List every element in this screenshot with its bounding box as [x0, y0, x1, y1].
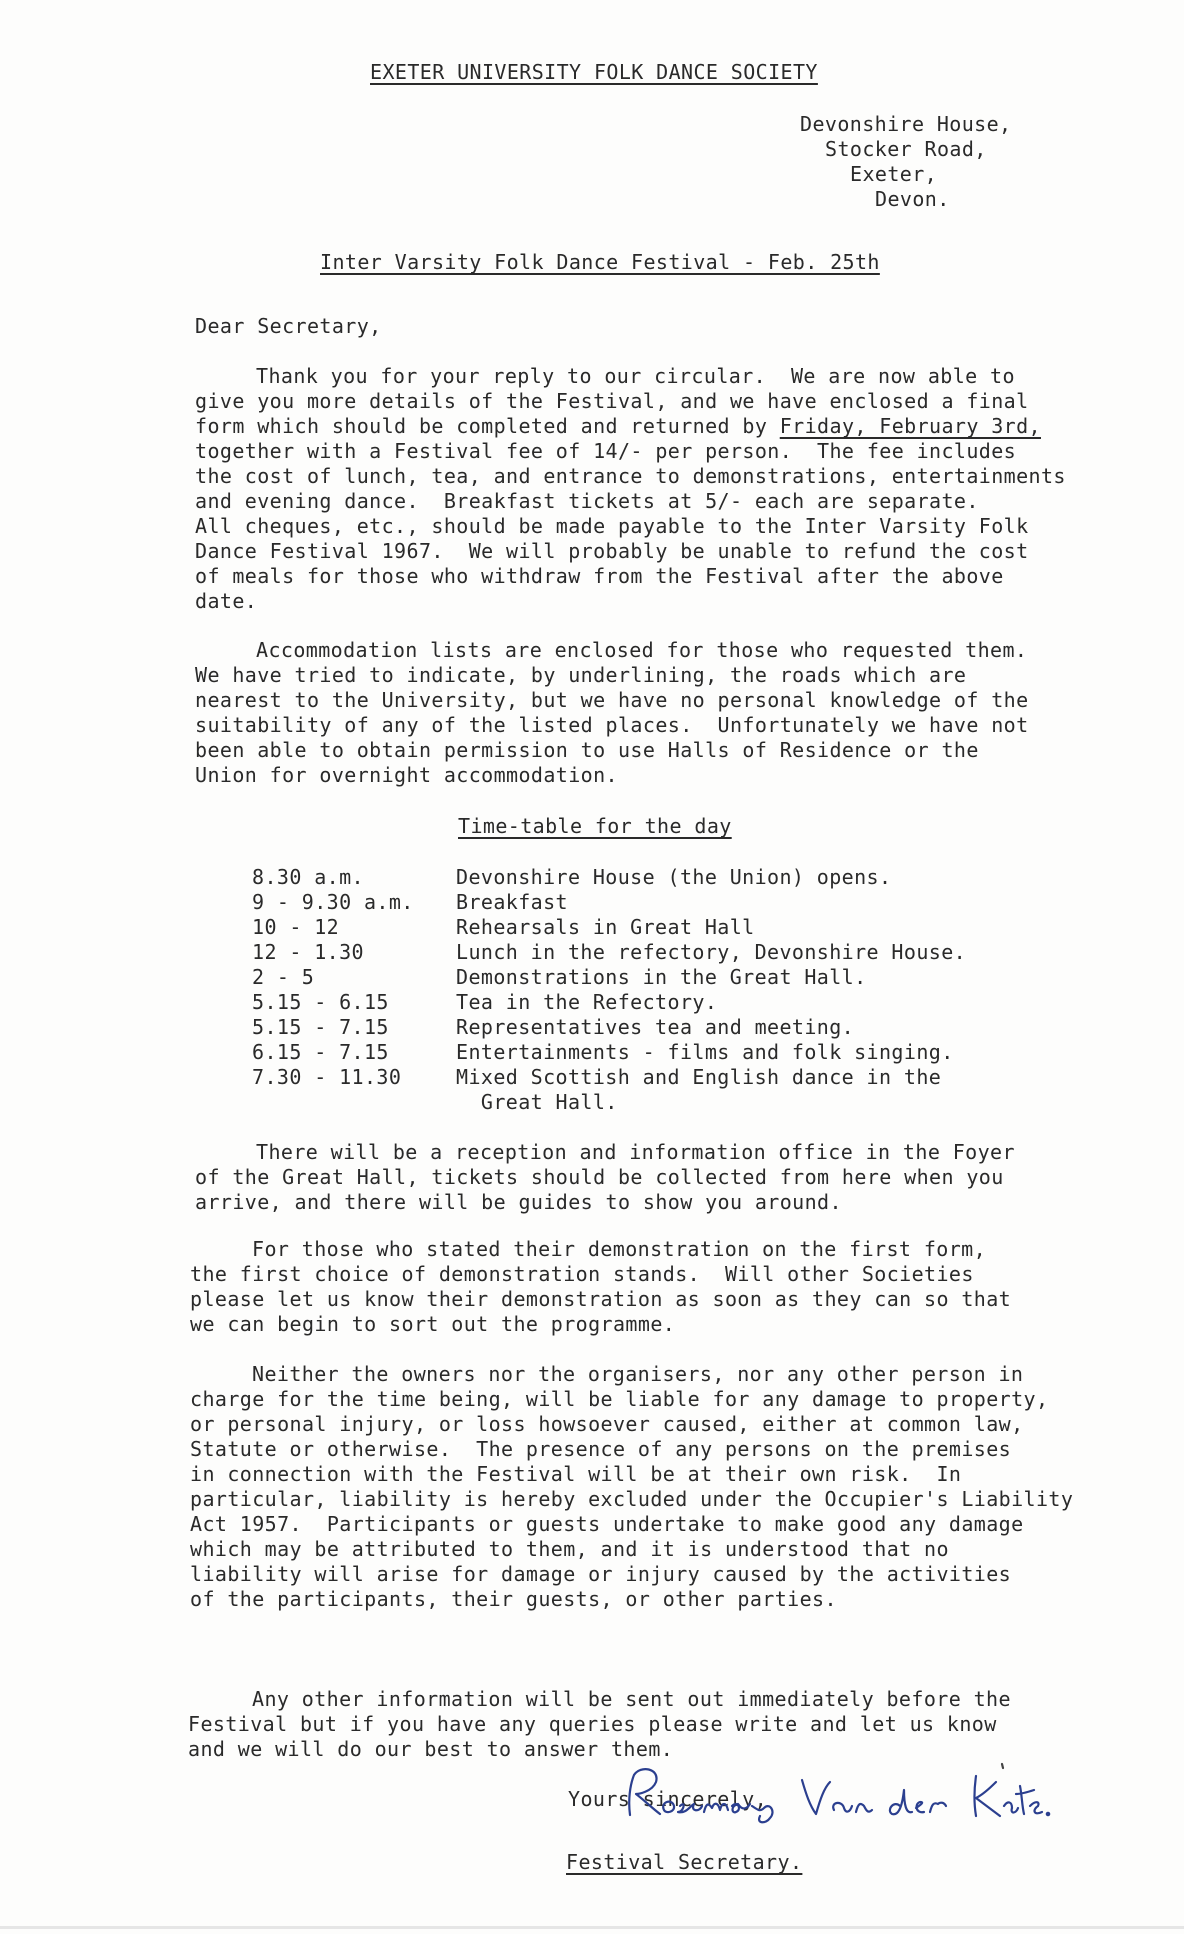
- para1-line-2: give you more details of the Festival, and we have enclosed a final: [195, 389, 1029, 413]
- para6-line-2: Festival but if you have any queries please write and let us know: [188, 1712, 997, 1736]
- para6-line-1: Any other information will be sent out immediately before the: [252, 1687, 1011, 1711]
- timetable-event: Representatives tea and meeting.: [456, 1015, 855, 1039]
- para2-line-2: We have tried to indicate, by underlining, the roads which are: [195, 663, 967, 687]
- timetable-title: Time-table for the day: [458, 814, 732, 838]
- address-line-2: Stocker Road,: [825, 137, 987, 161]
- page-edge: [0, 1926, 1184, 1929]
- para5-line-4: Statute or otherwise. The presence of any persons on the premises: [190, 1437, 1012, 1461]
- para4-line-3: please let us know their demonstration as soon as they can so that: [190, 1287, 1012, 1311]
- para5-line-3: or personal injury, or loss howsoever caused, either at common law,: [190, 1412, 1024, 1436]
- para2-line-6: Union for overnight accommodation.: [195, 763, 618, 787]
- para5-line-7: Act 1957. Participants or guests undertake to make good any damage: [190, 1512, 1024, 1536]
- para5-line-2: charge for the time being, will be liable for any damage to property,: [190, 1387, 1049, 1411]
- timetable-event: Demonstrations in the Great Hall.: [456, 965, 867, 989]
- para2-line-4: suitability of any of the listed places. Unfortunately we have not: [195, 713, 1029, 737]
- salutation: Dear Secretary,: [195, 314, 382, 338]
- para2-line-5: been able to obtain permission to use Halls of Residence or the: [195, 738, 979, 762]
- para1-line-9: of meals for those who withdraw from the Festival after the above: [195, 564, 1004, 588]
- para5-line-9: liability will arise for damage or injury caused by the activities: [190, 1562, 1012, 1586]
- para1-line-5: the cost of lunch, tea, and entrance to demonstrations, entertainments: [195, 464, 1066, 488]
- signature-title: Festival Secretary.: [566, 1850, 803, 1874]
- para3-line-3: arrive, and there will be guides to show you around.: [195, 1190, 842, 1214]
- timetable-event: Rehearsals in Great Hall: [456, 915, 755, 939]
- para1-line-8: Dance Festival 1967. We will probably be unable to refund the cost: [195, 539, 1029, 563]
- timetable-event: Devonshire House (the Union) opens.: [456, 865, 892, 889]
- para3-line-2: of the Great Hall, tickets should be collected from here when you: [195, 1165, 1004, 1189]
- address-line-4: Devon.: [875, 187, 950, 211]
- timetable-event: Lunch in the refectory, Devonshire House.: [456, 940, 967, 964]
- timetable-time: 9 - 9.30 a.m.: [252, 890, 414, 914]
- subject-line: Inter Varsity Folk Dance Festival - Feb. 25th: [320, 250, 880, 274]
- para5-line-1: Neither the owners nor the organisers, nor any other person in: [252, 1362, 1024, 1386]
- para2-line-3: nearest to the University, but we have no personal knowledge of the: [195, 688, 1029, 712]
- timetable-time: 5.15 - 7.15: [252, 1015, 389, 1039]
- timetable-time: 5.15 - 6.15: [252, 990, 389, 1014]
- para1-line-6: and evening dance. Breakfast tickets at 5/- each are separate.: [195, 489, 979, 513]
- para5-line-5: in connection with the Festival will be at their own risk. In: [190, 1462, 962, 1486]
- para1-line-3-text: form which should be completed and returned by: [195, 414, 780, 438]
- para2-line-1: Accommodation lists are enclosed for those who requested them.: [256, 638, 1028, 662]
- para4-line-2: the first choice of demonstration stands. Will other Societies: [190, 1262, 974, 1286]
- para1-line-10: date.: [195, 589, 258, 613]
- timetable-event: Breakfast: [456, 890, 568, 914]
- timetable-time: 7.30 - 11.30: [252, 1065, 402, 1089]
- para5-line-8: which may be attributed to them, and it is understood that no: [190, 1537, 949, 1561]
- timetable-event: Tea in the Refectory.: [456, 990, 718, 1014]
- para3-line-1: There will be a reception and information office in the Foyer: [256, 1140, 1015, 1164]
- society-heading: EXETER UNIVERSITY FOLK DANCE SOCIETY: [370, 60, 818, 84]
- signature-image: [620, 1760, 1060, 1830]
- para4-line-4: we can begin to sort out the programme.: [190, 1312, 676, 1336]
- timetable-event: Mixed Scottish and English dance in the: [456, 1065, 942, 1089]
- timetable-time: 8.30 a.m.: [252, 865, 364, 889]
- para1-line-7: All cheques, etc., should be made payable to the Inter Varsity Folk: [195, 514, 1029, 538]
- timetable-event: Great Hall.: [456, 1090, 618, 1114]
- timetable-time: 6.15 - 7.15: [252, 1040, 389, 1064]
- timetable-time: 10 - 12: [252, 915, 340, 939]
- timetable-event: Entertainments - films and folk singing.: [456, 1040, 954, 1064]
- address-line-1: Devonshire House,: [800, 112, 1012, 136]
- return-deadline: Friday, February 3rd,: [779, 414, 1041, 438]
- para1-line-4: together with a Festival fee of 14/- per person. The fee includes: [195, 439, 1017, 463]
- para5-line-6: particular, liability is hereby excluded under the Occupier's Liability: [190, 1487, 1074, 1511]
- para1-line-1: Thank you for your reply to our circular. We are now able to: [256, 364, 1015, 388]
- para5-line-10: of the participants, their guests, or other parties.: [190, 1587, 837, 1611]
- closing: Yours sincerely,: [568, 1787, 768, 1811]
- para1-line-3: [195, 414, 1041, 439]
- address-line-3: Exeter,: [850, 162, 938, 186]
- para6-line-3: and we will do our best to answer them.: [188, 1737, 674, 1761]
- para4-line-1: For those who stated their demonstration on the first form,: [252, 1237, 987, 1261]
- timetable-time: 12 - 1.30: [252, 940, 364, 964]
- timetable-time: 2 - 5: [252, 965, 315, 989]
